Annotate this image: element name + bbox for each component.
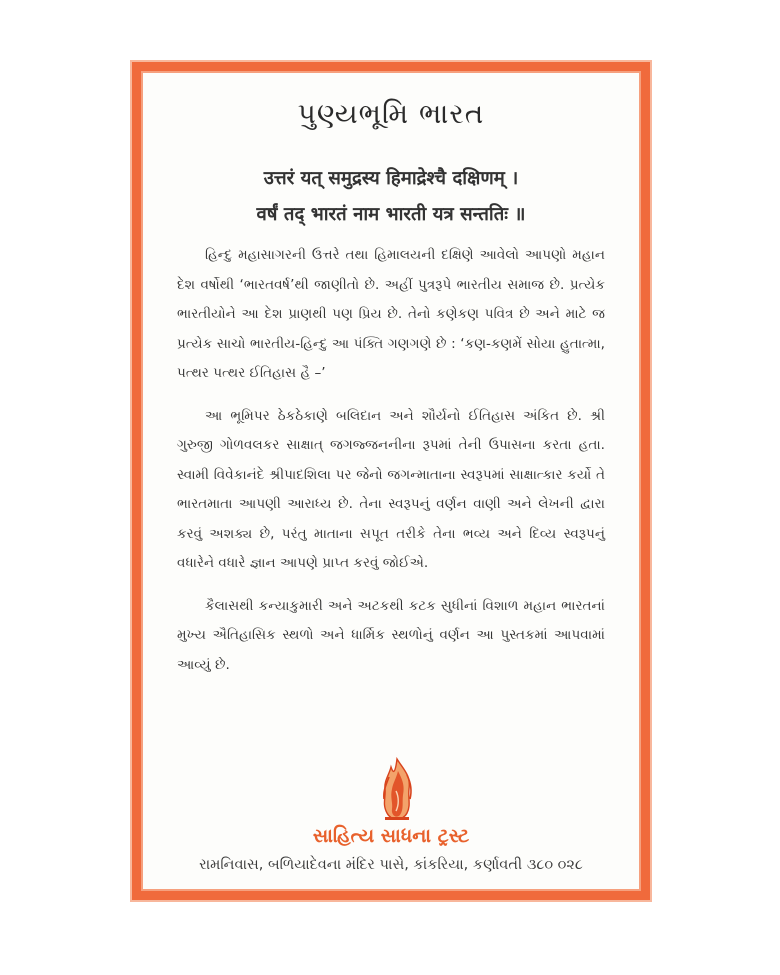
flame-logo-icon [377,757,417,823]
page-title: પુણ્યભૂમિ ભારત [297,97,485,130]
verse-line-2: वर्षं तद् भारतं नाम भारती यत्र सन्ततिः ॥ [256,204,526,225]
verse-line-1: उत्तरं यत् समुद्रस्य हिमाद्रेश्चै दक्षिणम् । [263,168,519,189]
paragraph-1: હિન્દુ મહાસાગરની ઉત્તરે તથા હિમાલયની દક્ષિણે આવેલો આપણો મહાન દેશ વર્ષોથી ‘ભારતવર્ષ’થી જાણીતો છે. અહીં પુત્રરૂપે ભારતીય સમાજ છે. પ્રત્યેક ભારતીયોને આ દેશ પ્રાણથી પણ પ્રિય છે. તેનો કણેકણ પવિત્ર છે અને માટે જ પ્રત્યેક સાચો ભારતીય-હિન્દુ આ પંક્તિ ગણગણે છે : ‘કણ-કણમેં સોયા હુતાત્મા, પત્થર પત્થર ઈતિહાસ હૈ –’ [177,247,605,381]
page-frame [132,62,650,900]
body-text [177,241,605,693]
paragraph-3: કૈલાસથી કન્યાકુમારી અને અટકથી કટક સુધીનાં વિશાળ મહાન ભારતનાં મુખ્ય ઐતિહાસિક સ્થળો અને ધાર્મિક સ્થળોનું વર્ણન આ પુસ્તકમાં આપવામાં આવ્યું છે. [177,597,605,673]
paragraph-2: આ ભૂમિપર ઠેકઠેકાણે બલિદાન અને શૌર્યનો ઈતિહાસ અંકિત છે. શ્રી ગુરુજી ગોળવલકર સાક્ષાત્ જગજ્જનનીના રૂપમાં તેની ઉપાસના કરતા હતા. સ્વામી વિવેકાનંદે શ્રીપાદશિલા પર જેનો જગન્માતાના સ્વરૂપમાં સાક્ષાત્કાર કર્યો તે ભારતમાતા આપણી આરાધ્ય છે. તેના સ્વરૂપનું વર્ણન વાણી અને લેખની દ્વારા કરવું અશક્ય છે, પરંતુ માતાના સપૂત તરીકે તેના ભવ્ય અને દિવ્ય સ્વરૂપનું વધારેને વધારે જ્ઞાન આપણે પ્રાપ્ત કરવું જોઈએ. [177,407,605,571]
publisher-address: રામનિવાસ, બળિયાદેવના મંદિર પાસે, કાંકરિયા, કર્ણાવતી ૩૮૦ ૦૨૮ [199,857,583,873]
publisher-name: સાહિત્ય સાધના ટ્રસ્ટ [312,825,470,847]
